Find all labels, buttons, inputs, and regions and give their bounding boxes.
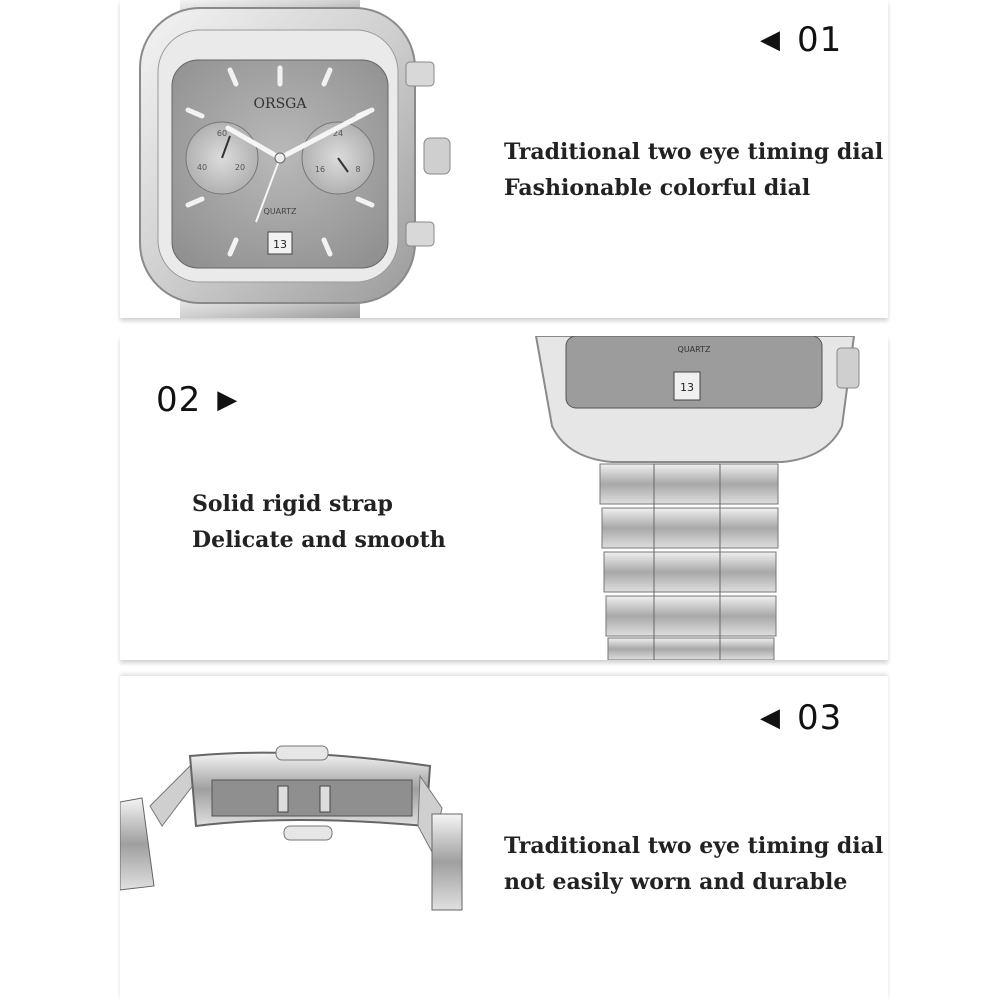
feature-line: Solid rigid strap (192, 491, 393, 517)
section-dial-panel (120, 0, 888, 318)
feature-description (504, 134, 883, 206)
svg-text:13: 13 (680, 381, 694, 394)
section-number-text: 01 (797, 20, 843, 60)
date-window: 13 (273, 238, 287, 251)
feature-description (504, 828, 883, 900)
subdial-left-right: 20 (234, 163, 246, 172)
subdial-right-left: 16 (314, 165, 326, 174)
watch-face-image (120, 0, 460, 318)
svg-text:QUARTZ: QUARTZ (677, 345, 711, 354)
arrow-right-icon: ▶ (217, 385, 239, 415)
subdial-right-top: 24 (332, 129, 344, 138)
section-strap-panel (120, 336, 888, 660)
clasp-image (120, 676, 470, 1000)
feature-line: Traditional two eye timing dial (504, 833, 884, 859)
arrow-left-icon: ◀ (760, 25, 781, 55)
subdial-left-top: 60 (216, 129, 228, 138)
section-number-02 (156, 380, 238, 420)
feature-line: Delicate and smooth (192, 527, 446, 553)
strap-image (532, 336, 862, 660)
arrow-left-icon: ◀ (760, 703, 781, 733)
section-number-text: 02 (156, 380, 202, 420)
subdial-right-right: 8 (355, 165, 361, 174)
section-number-text: 03 (797, 698, 843, 738)
subdial-left-left: 40 (196, 163, 208, 172)
section-number-01 (760, 20, 842, 60)
feature-line: Fashionable colorful dial (504, 175, 811, 201)
movement-label: QUARTZ (263, 207, 297, 216)
brand-logo: ORSGA (253, 96, 307, 112)
feature-description (192, 486, 446, 558)
section-clasp-panel (120, 676, 888, 1000)
feature-line: Traditional two eye timing dial (504, 139, 884, 165)
section-number-03 (760, 698, 842, 738)
feature-line: not easily worn and durable (504, 869, 848, 895)
